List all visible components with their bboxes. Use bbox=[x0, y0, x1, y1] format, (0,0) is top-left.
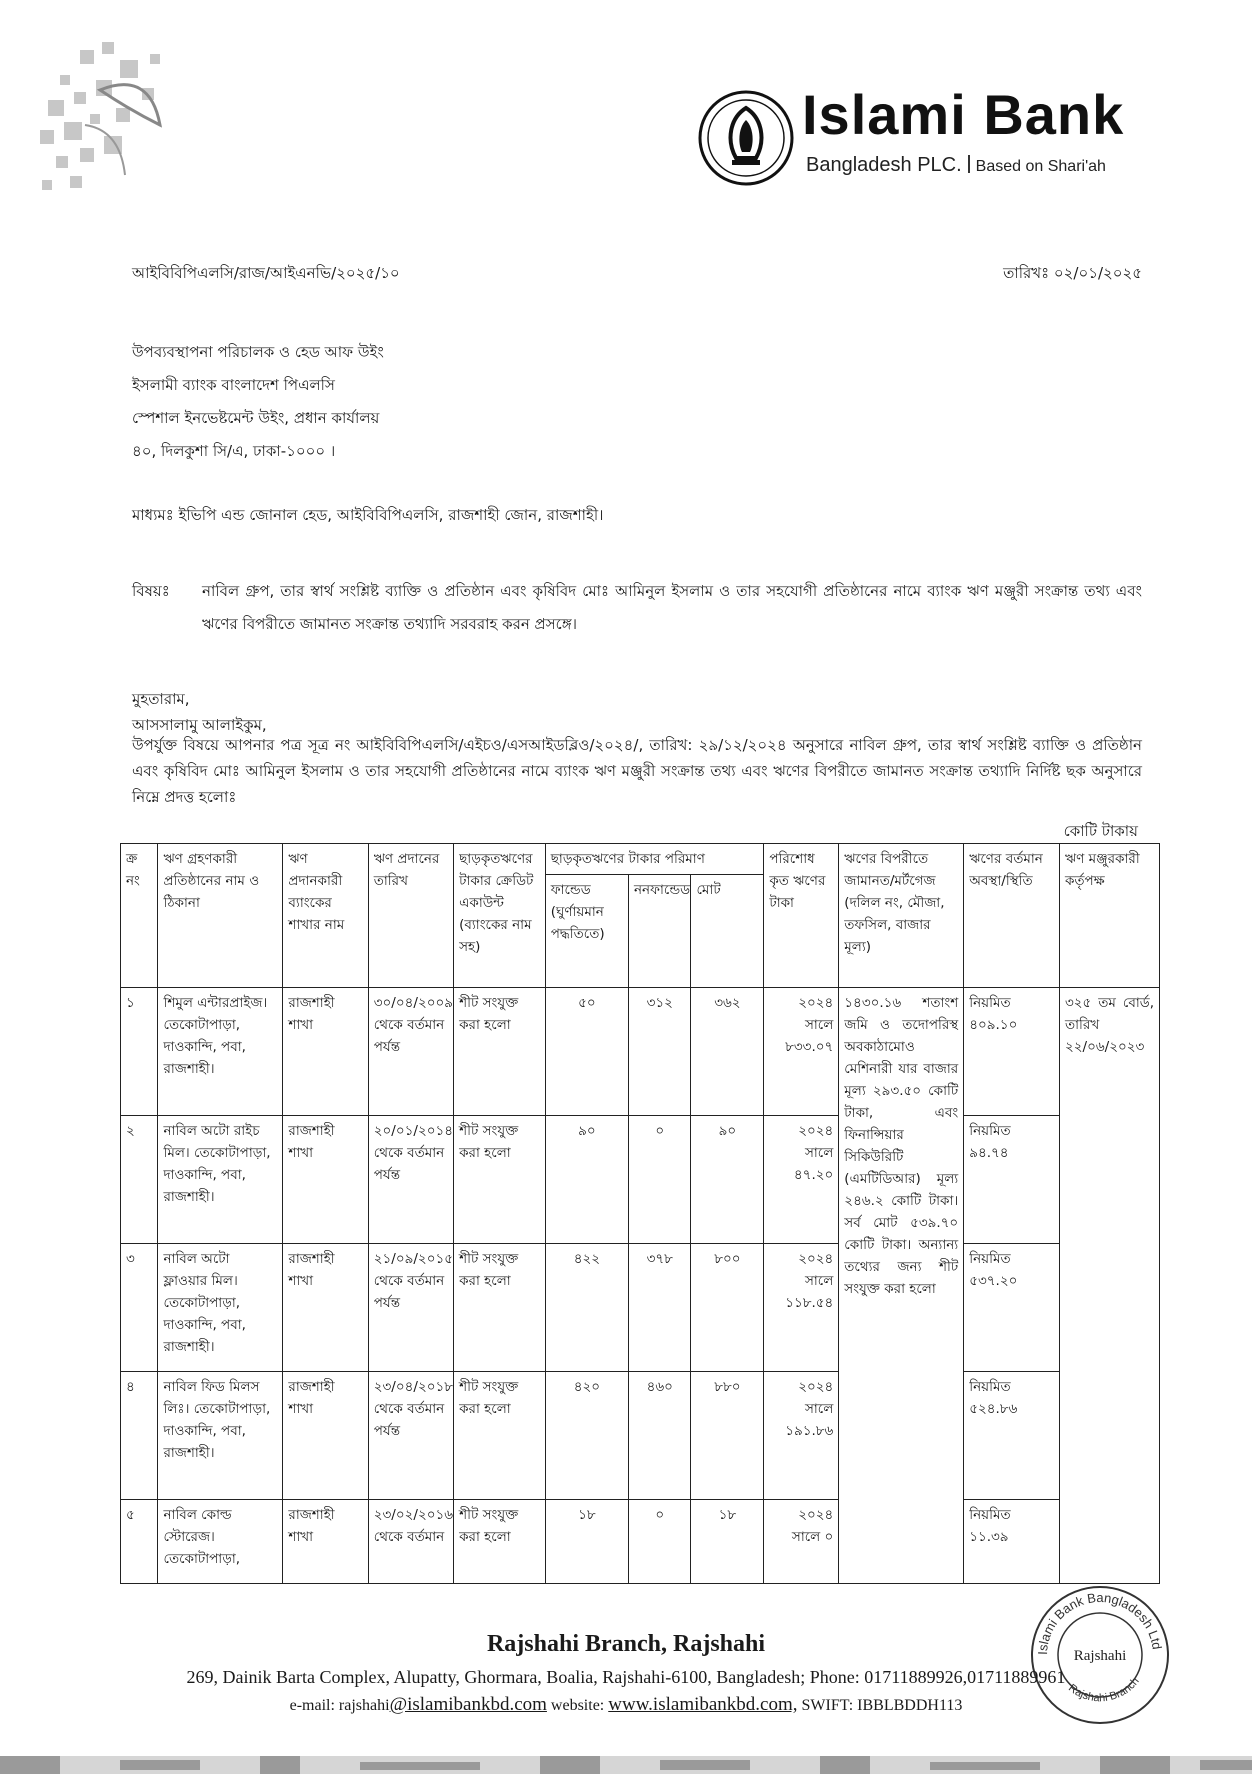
bank-logo bbox=[690, 82, 1210, 202]
cell-funded: ১৮ bbox=[545, 1500, 628, 1584]
col-header-collateral: ঋণের বিপরীতে জামানত/মর্টগেজ (দলিল নং, মৌজা, তফসিল, বাজার মূল্য) bbox=[839, 844, 964, 988]
cell-funded: ৪২০ bbox=[545, 1372, 628, 1500]
cell-credit-account: শীট সংযুক্ত করা হলো bbox=[454, 1372, 546, 1500]
cell-total: ১৮ bbox=[691, 1500, 764, 1584]
footer-email-domain[interactable]: @islamibankbd.com bbox=[389, 1694, 547, 1715]
cell-total: ৮৮০ bbox=[691, 1372, 764, 1500]
body-paragraph: উপর্যুক্ত বিষয়ে আপনার পত্র সূত্র নং আইবিবিপিএলসি/এইচও/এসআইডব্লিও/২০২৪/, তারিখ: ২৯/১২/২০২৪ অনুসারে নাবিল গ্রুপ, তার স্বার্থ সংশ্লিষ্ট ব্যাক্তি ও প্রতিষ্ঠান এবং কৃষিবিদ মোঃ আমিনুল ইসলাম ও তার সহযোগী প্রতিষ্ঠানের নামে ব্যাংক ঋণ মঞ্জুরী সংক্রান্ত তথ্য এবং ঋণের বিপরীতে জামানত সংক্রান্ত তথ্যাদি নির্দিষ্ট ছক অনুসারে নিম্নে প্রদত্ত হলোঃ bbox=[132, 736, 1142, 806]
cell-nonfunded: ০ bbox=[629, 1500, 691, 1584]
cell-sl: ৩ bbox=[121, 1244, 158, 1372]
recipient-line: ৪০, দিলকুশা সি/এ, ঢাকা-১০০০ । bbox=[132, 442, 336, 460]
cell-repaid: ২০২৪ সালে ৮৩৩.০৭ bbox=[764, 988, 839, 1116]
cell-status: নিয়মিত ৫২৪.৮৬ bbox=[964, 1372, 1060, 1500]
cell-credit-account: শীট সংযুক্ত করা হলো bbox=[454, 1116, 546, 1244]
bottom-decorative-strip bbox=[0, 1752, 1252, 1778]
stamp-center-text: Rajshahi bbox=[1073, 1648, 1127, 1664]
cell-total: ৯০ bbox=[691, 1116, 764, 1244]
letter-date bbox=[1003, 262, 1142, 285]
cell-sl: ২ bbox=[121, 1116, 158, 1244]
cell-date: ২৩/০২/২০১৬ থেকে বর্তমান bbox=[368, 1500, 453, 1584]
footer-contact bbox=[0, 1694, 1252, 1716]
table-row bbox=[121, 1372, 1160, 1500]
cell-repaid: ২০২৪ সালে ১১৮.৫৪ bbox=[764, 1244, 839, 1372]
cell-status: নিয়মিত ৪০৯.১০ bbox=[964, 988, 1060, 1116]
cell-status: নিয়মিত ৫৩৭.২০ bbox=[964, 1244, 1060, 1372]
stamp-bottom-text: Rajshahi Branch bbox=[1066, 1675, 1142, 1705]
table-row bbox=[121, 1500, 1160, 1584]
footer-swift: SWIFT: IBBLBDDH113 bbox=[801, 1697, 963, 1714]
table-row bbox=[121, 1244, 1160, 1372]
corner-pattern bbox=[30, 30, 230, 210]
salutation-line-1: মুহতারাম, bbox=[132, 690, 190, 708]
cell-total: ৮০০ bbox=[691, 1244, 764, 1372]
cell-sl: ৫ bbox=[121, 1500, 158, 1584]
logo-divider bbox=[968, 155, 970, 173]
cell-date: ২১/০৯/২০১৫ থেকে বর্তমান পর্যন্ত bbox=[368, 1244, 453, 1372]
cell-nonfunded: ০ bbox=[629, 1116, 691, 1244]
cell-credit-account: শীট সংযুক্ত করা হলো bbox=[454, 988, 546, 1116]
table-row bbox=[121, 1116, 1160, 1244]
date-value: ০২/০১/২০২৫ bbox=[1053, 264, 1142, 282]
col-header-credit-account: ছাড়কৃতঋণের টাকার ক্রেডিট একাউন্ট (ব্যাংকের নাম সহ) bbox=[454, 844, 546, 988]
footer-address: 269, Dainik Barta Complex, Alupatty, Ghormara, Boalia, Rajshahi-6100, Bangladesh; Phone: 01711889926,01711889961 bbox=[186, 1667, 1066, 1687]
col-header-authority: ঋণ মঞ্জুরকারী কর্তৃপক্ষ bbox=[1059, 844, 1159, 988]
footer-email-label: e-mail: rajshahi bbox=[289, 1697, 390, 1714]
col-header-repaid: পরিশোধ কৃত ঋণের টাকা bbox=[764, 844, 839, 988]
cell-total: ৩৬২ bbox=[691, 988, 764, 1116]
footer-website-link[interactable]: www.islamibankbd.com, bbox=[608, 1694, 798, 1715]
recipient-line: ইসলামী ব্যাংক বাংলাদেশ পিএলসি bbox=[132, 376, 335, 394]
col-header-nonfunded: ননফান্ডেড bbox=[629, 875, 691, 988]
col-header-total: মোট bbox=[691, 875, 764, 988]
col-header-funded: ফান্ডেড (ঘুর্ণায়মান পদ্ধতিতে) bbox=[545, 875, 628, 988]
cell-date: ২৩/০৪/২০১৮ থেকে বর্তমান পর্যন্ত bbox=[368, 1372, 453, 1500]
stamp-outer-text: Islami Bank Bangladesh Ltd bbox=[1034, 1589, 1165, 1656]
cell-borrower: নাবিল কোল্ড স্টোরেজ। তেকোটাপাড়া, bbox=[158, 1500, 283, 1584]
cell-credit-account: শীট সংযুক্ত করা হলো bbox=[454, 1500, 546, 1584]
cell-branch: রাজশাহী শাখা bbox=[283, 1116, 368, 1244]
col-header-branch: ঋণ প্রদানকারী ব্যাংকের শাখার নাম bbox=[283, 844, 368, 988]
cell-date: ২০/০১/২০১৪ থেকে বর্তমান পর্যন্ত bbox=[368, 1116, 453, 1244]
cell-credit-account: শীট সংযুক্ত করা হলো bbox=[454, 1244, 546, 1372]
subject-label: বিষয়ঃ bbox=[132, 582, 170, 600]
logo-sub-name: Bangladesh PLC. bbox=[806, 154, 962, 176]
loan-table bbox=[120, 843, 1160, 1584]
cell-borrower: নাবিল অটো রাইচ মিল। তেকোটাপাড়া, দাওকান্দি, পবা, রাজশাহী। bbox=[158, 1116, 283, 1244]
col-header-borrower: ঋণ গ্রহণকারী প্রতিষ্ঠানের নাম ও ঠিকানা bbox=[158, 844, 283, 988]
recipient-line: উপব্যবস্থাপনা পরিচালক ও হেড আফ উইং bbox=[132, 343, 384, 361]
cell-funded: ৪২২ bbox=[545, 1244, 628, 1372]
cell-borrower: নাবিল অটো ফ্লাওয়ার মিল। তেকোটাপাড়া, দাওকান্দি, পবা, রাজশাহী। bbox=[158, 1244, 283, 1372]
footer-website-label: website: bbox=[550, 1697, 605, 1714]
logo-name: Islami Bank bbox=[802, 83, 1125, 146]
cell-repaid: ২০২৪ সালে ০ bbox=[764, 1500, 839, 1584]
cell-sl: ৪ bbox=[121, 1372, 158, 1500]
cell-authority: ৩২৫ তম বোর্ড, তারিখ ২২/০৬/২০২৩ bbox=[1059, 988, 1159, 1584]
salutation-line-2: আসসালামু আলাইকুম, bbox=[132, 716, 267, 734]
through-line: মাধ্যমঃ ইভিপি এন্ড জোনাল হেড, আইবিবিপিএলসি, রাজশাহী জোন, রাজশাহী। bbox=[132, 506, 604, 524]
unit-label: কোটি টাকায় bbox=[1063, 822, 1138, 840]
salutation bbox=[132, 686, 267, 738]
recipient-address bbox=[132, 336, 384, 468]
subject-block bbox=[132, 575, 1142, 641]
footer-branch-title: Rajshahi Branch, Rajshahi bbox=[486, 1631, 766, 1657]
cell-sl: ১ bbox=[121, 988, 158, 1116]
cell-repaid: ২০২৪ সালে ৪৭.২০ bbox=[764, 1116, 839, 1244]
reference-number: আইবিবিপিএলসি/রাজ/আইএনভি/২০২৫/১০ bbox=[132, 264, 400, 282]
cell-borrower: নাবিল ফিড মিলস লিঃ। তেকোটাপাড়া, দাওকান্দি, পবা, রাজশাহী। bbox=[158, 1372, 283, 1500]
table-header-row bbox=[121, 844, 1160, 875]
recipient-line: স্পেশাল ইনভেষ্টমেন্ট উইং, প্রধান কার্যালয় bbox=[132, 409, 380, 427]
cell-branch: রাজশাহী শাখা bbox=[283, 988, 368, 1116]
cell-borrower: শিমুল এন্টারপ্রাইজ। তেকোটাপাড়া, দাওকান্দি, পবা, রাজশাহী। bbox=[158, 988, 283, 1116]
cell-funded: ৫০ bbox=[545, 988, 628, 1116]
logo-subtitle bbox=[806, 154, 1106, 177]
subject-text: নাবিল গ্রুপ, তার স্বার্থ সংশ্লিষ্ট ব্যাক্তি ও প্রতিষ্ঠান এবং কৃষিবিদ মোঃ আমিনুল ইসলাম ও তার সহযোগী প্রতিষ্ঠানের নামে ব্যাংক ঋণ মঞ্জুরী সংক্রান্ত তথ্য এবং ঋণের বিপরীতে জামানত সংক্রান্ত তথ্যাদি সরবরাহ করন প্রসঙ্গে। bbox=[202, 582, 1142, 633]
cell-nonfunded: ৩৭৮ bbox=[629, 1244, 691, 1372]
cell-status: নিয়মিত ৯৪.৭৪ bbox=[964, 1116, 1060, 1244]
logo-tagline: Based on Shari'ah bbox=[975, 158, 1106, 175]
col-header-disbursed: ছাড়কৃতঋণের টাকার পরিমাণ bbox=[545, 844, 764, 875]
col-header-date: ঋণ প্রদানের তারিখ bbox=[368, 844, 453, 988]
col-header-sl: ক্র নং bbox=[121, 844, 158, 988]
cell-branch: রাজশাহী শাখা bbox=[283, 1500, 368, 1584]
cell-nonfunded: ৪৬০ bbox=[629, 1372, 691, 1500]
cell-status: নিয়মিত ১১.৩৯ bbox=[964, 1500, 1060, 1584]
cell-funded: ৯০ bbox=[545, 1116, 628, 1244]
cell-collateral: ১৪৩০.১৬ শতাংশ জমি ও তদোপরিস্থ অবকাঠামোও মেশিনারী যার বাজার মূল্য ২৯৩.৫০ কোটি টাকা, এবং ফিনান্সিয়ার সিকিউরিটি (এমটিডিআর) মূল্য ২৪৬.২ কোটি টাকা। সর্ব মোট ৫৩৯.৭০ কোটি টাকা। অন্যান্য তথ্যের জন্য শীট সংযুক্ত করা হলো bbox=[839, 988, 964, 1584]
cell-branch: রাজশাহী শাখা bbox=[283, 1244, 368, 1372]
date-label: তারিখঃ bbox=[1003, 264, 1050, 282]
table-row bbox=[121, 988, 1160, 1116]
col-header-status: ঋণের বর্তমান অবস্থা/স্থিতি bbox=[964, 844, 1060, 988]
cell-nonfunded: ৩১২ bbox=[629, 988, 691, 1116]
cell-date: ৩০/০৪/২০০৯ থেকে বর্তমান পর্যন্ত bbox=[368, 988, 453, 1116]
cell-repaid: ২০২৪ সালে ১৯১.৮৬ bbox=[764, 1372, 839, 1500]
bank-emblem-icon bbox=[696, 88, 796, 188]
cell-branch: রাজশাহী শাখা bbox=[283, 1372, 368, 1500]
